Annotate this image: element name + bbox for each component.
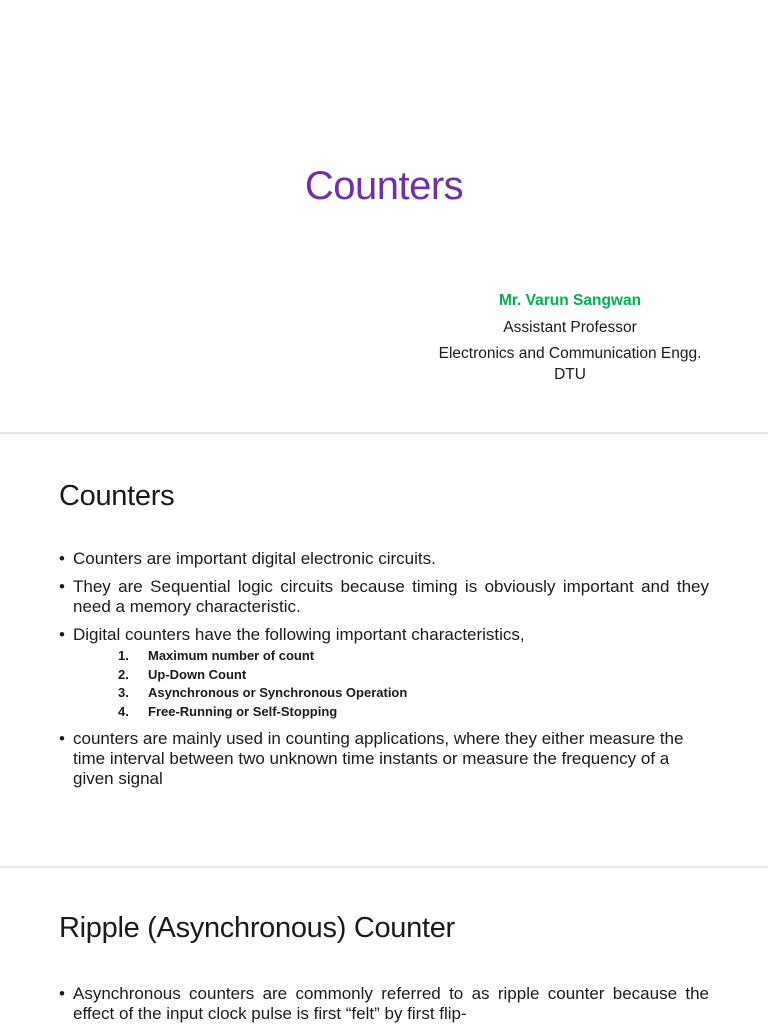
- characteristics-list: [73, 647, 709, 721]
- list-item: [59, 729, 709, 789]
- bullet-icon: •: [59, 577, 65, 596]
- list-item: [118, 666, 709, 685]
- list-item: [118, 647, 709, 666]
- item-text: Asynchronous or Synchronous Operation: [148, 685, 408, 700]
- bullet-icon: •: [59, 729, 65, 748]
- bullet-text: Digital counters have the following important characteristics,: [73, 625, 525, 644]
- list-item: [59, 577, 709, 617]
- bullet-icon: •: [59, 625, 65, 644]
- author-institution: DTU: [554, 366, 586, 383]
- item-number: 3.: [118, 685, 129, 700]
- bullet-text: counters are mainly used in counting applications, where they either measure the time interval between two unknown time instants or measure the frequency of a given signal: [73, 729, 684, 788]
- bullet-text: They are Sequential logic circuits because timing is obviously important and they need a memory characteristic.: [73, 577, 709, 616]
- title-slide: [0, 0, 768, 432]
- author-role: Assistant Professor: [503, 319, 637, 336]
- list-item: [118, 703, 709, 722]
- item-number: 4.: [118, 703, 129, 719]
- item-text: Free-Running or Self-Stopping: [148, 703, 338, 719]
- counters-slide: [0, 434, 768, 866]
- item-text: Maximum number of count: [148, 648, 315, 663]
- bullet-icon: •: [59, 549, 65, 568]
- list-item: [118, 684, 709, 703]
- item-number: 2.: [118, 666, 129, 682]
- slide-heading: Ripple (Asynchronous) Counter: [59, 912, 455, 944]
- bullet-text: Counters are important digital electronic circuits.: [73, 549, 436, 568]
- bullet-text: Asynchronous counters are commonly referred to as ripple counter because the effect of the input clock pulse is first “felt” by first flip-: [73, 984, 709, 1023]
- slide-heading: Counters: [59, 480, 175, 512]
- item-text: Up-Down Count: [148, 666, 247, 682]
- list-item: [59, 625, 709, 721]
- author-name: Mr. Varun Sangwan: [498, 292, 642, 309]
- bullet-list: [59, 549, 709, 797]
- bullet-list: [59, 984, 709, 1024]
- author-department: Electronics and Communication Engg.: [438, 345, 702, 362]
- list-item: [59, 549, 709, 569]
- ripple-counter-slide: [0, 868, 768, 1024]
- list-item: [59, 984, 709, 1024]
- slide-title: Counters: [304, 164, 464, 208]
- item-number: 1.: [118, 648, 129, 663]
- bullet-icon: •: [59, 984, 65, 1003]
